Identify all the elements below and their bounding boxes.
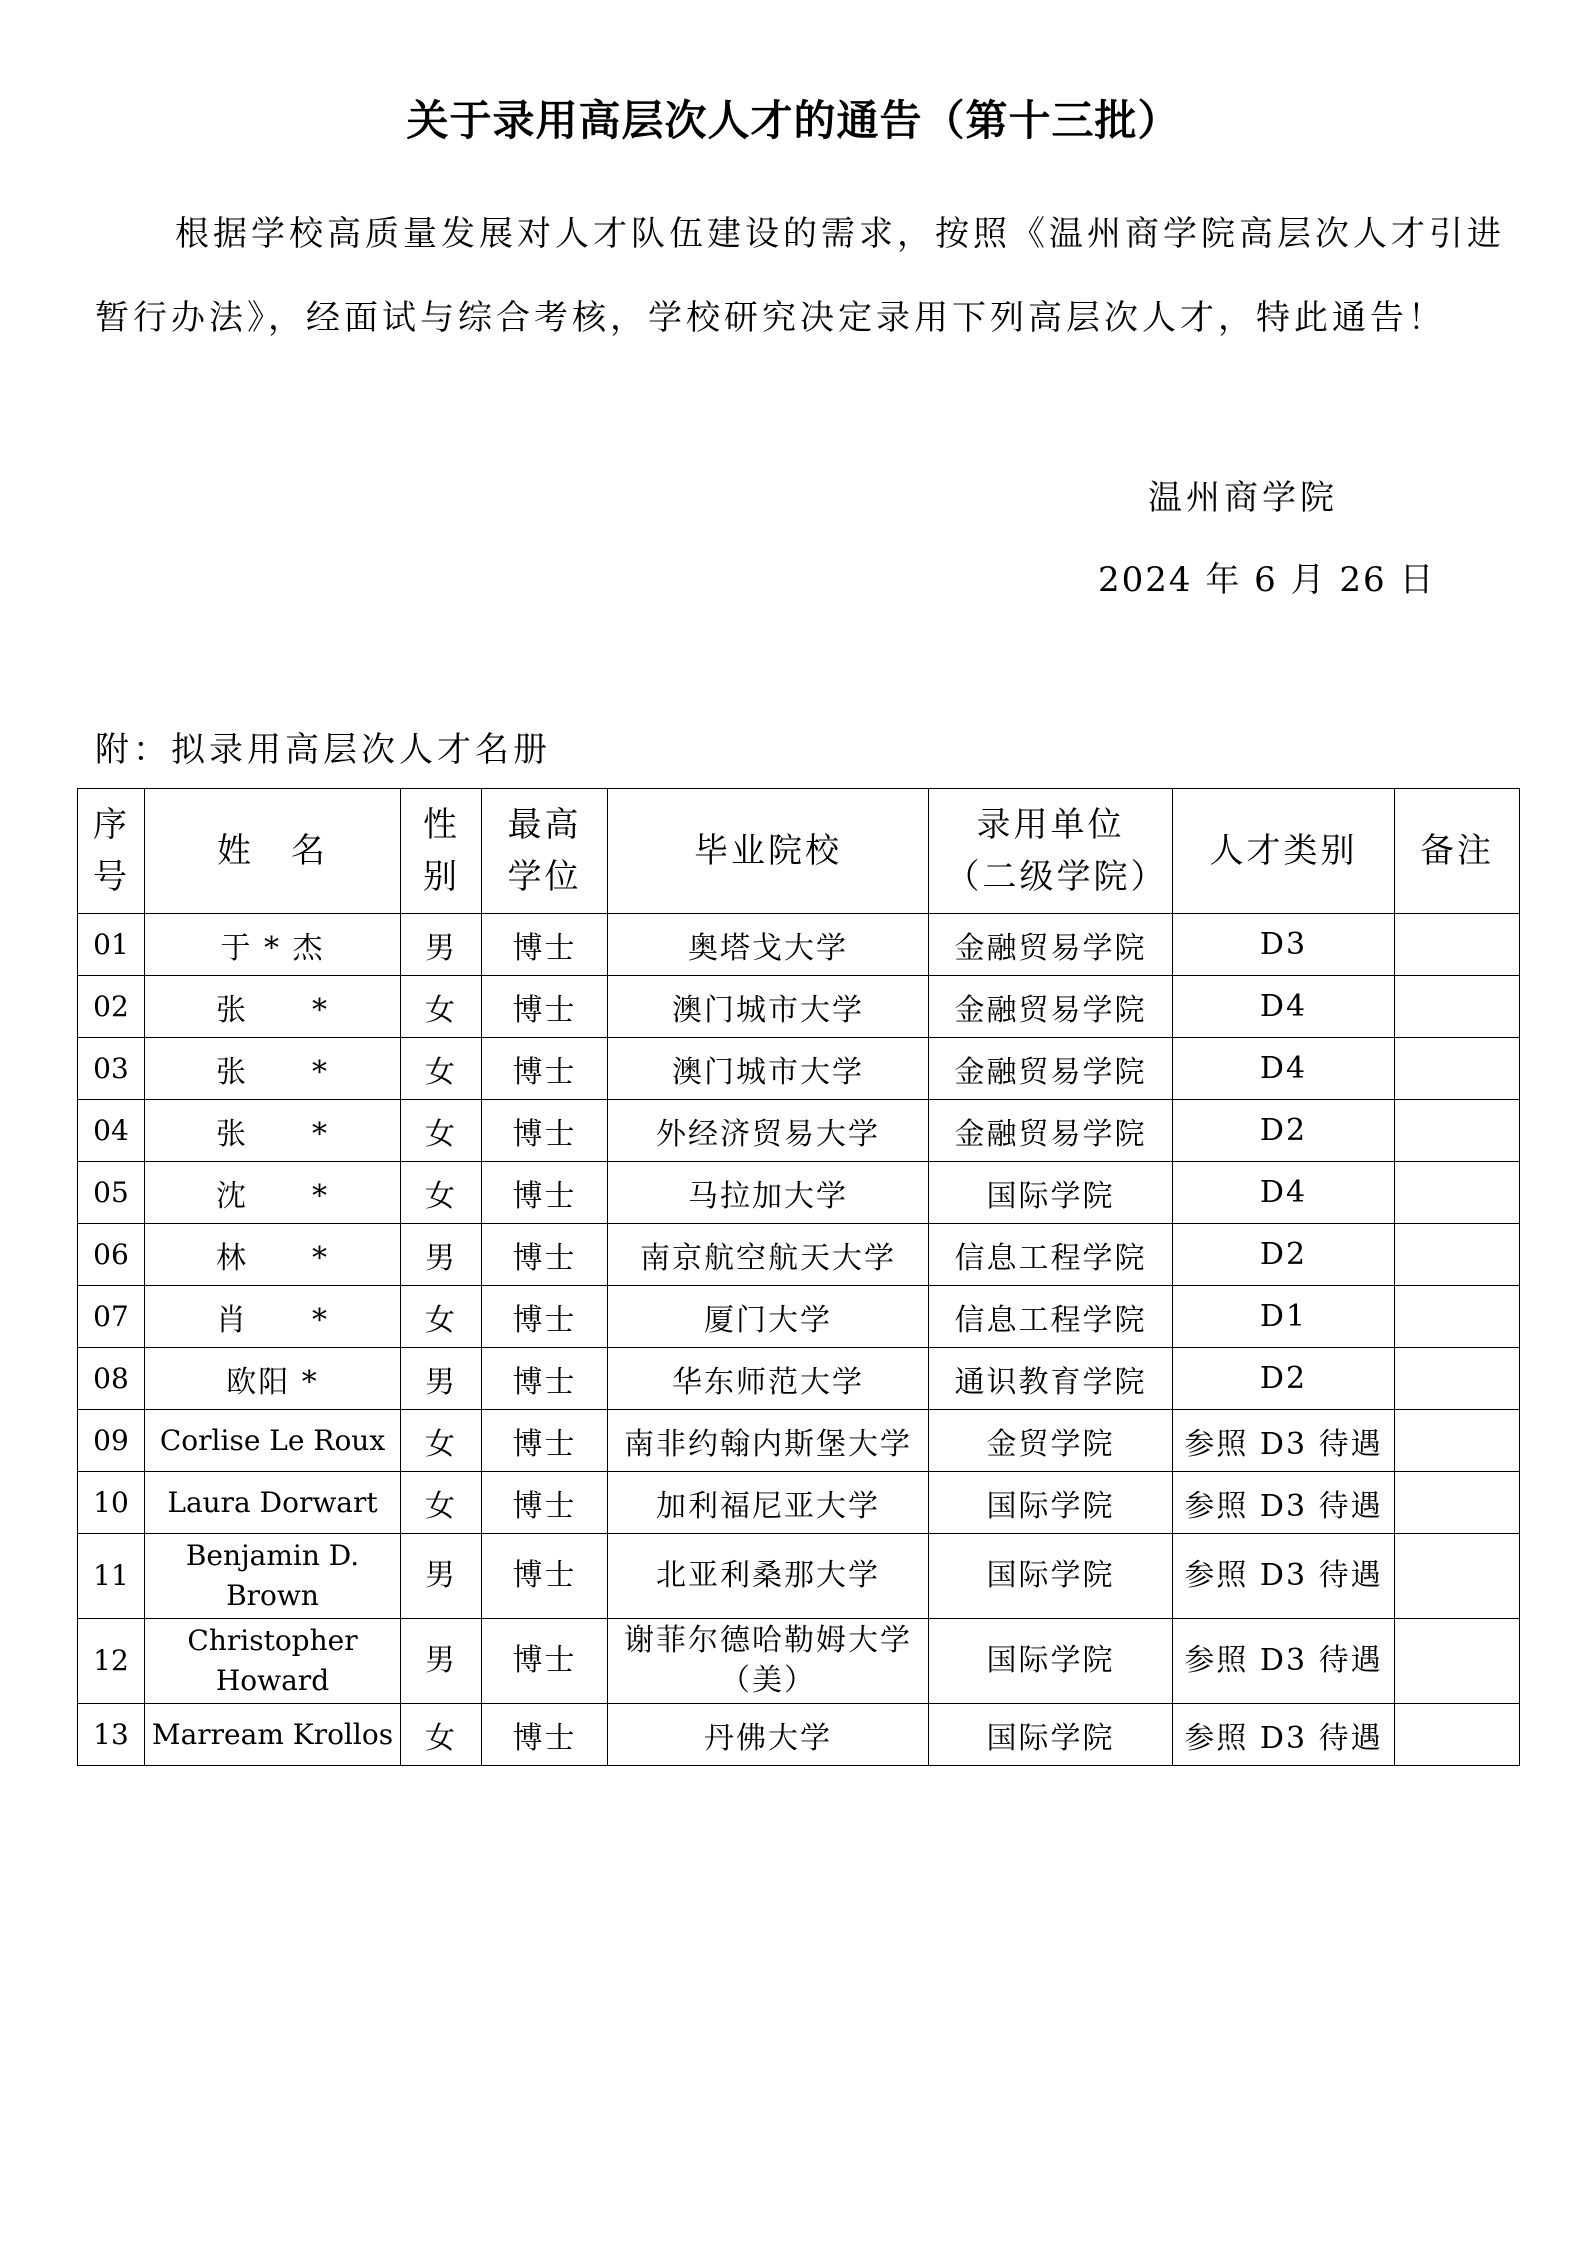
cell-no: 06 bbox=[78, 1224, 145, 1286]
cell-name: 肖 * bbox=[145, 1286, 401, 1348]
cell-no: 05 bbox=[78, 1162, 145, 1224]
cell-name: Christopher Howard bbox=[145, 1619, 401, 1704]
cell-category: D4 bbox=[1173, 976, 1395, 1038]
cell-gender: 女 bbox=[401, 1472, 482, 1534]
table-row bbox=[78, 1038, 1520, 1100]
cell-unit: 金融贸易学院 bbox=[929, 976, 1173, 1038]
cell-remark bbox=[1395, 976, 1520, 1038]
table-header-row bbox=[78, 789, 1520, 914]
table-row bbox=[78, 1100, 1520, 1162]
cell-name: 张 * bbox=[145, 976, 401, 1038]
cell-no: 11 bbox=[78, 1534, 145, 1619]
cell-school: 奥塔戈大学 bbox=[608, 914, 929, 976]
cell-no: 02 bbox=[78, 976, 145, 1038]
cell-no: 07 bbox=[78, 1286, 145, 1348]
cell-school: 华东师范大学 bbox=[608, 1348, 929, 1410]
body-paragraph: 根据学校高质量发展对人才队伍建设的需求，按照《温州商学院高层次人才引进暂行办法》，经面试与综合考核，学校研究决定录用下列高层次人才，特此通告！ bbox=[95, 214, 1505, 338]
cell-name: 张 * bbox=[145, 1100, 401, 1162]
cell-school: 丹佛大学 bbox=[608, 1704, 929, 1766]
cell-gender: 男 bbox=[401, 1534, 482, 1619]
cell-gender: 女 bbox=[401, 1704, 482, 1766]
cell-unit: 金贸学院 bbox=[929, 1410, 1173, 1472]
cell-degree: 博士 bbox=[482, 914, 608, 976]
cell-remark bbox=[1395, 1348, 1520, 1410]
cell-school: 澳门城市大学 bbox=[608, 1038, 929, 1100]
cell-unit: 国际学院 bbox=[929, 1704, 1173, 1766]
cell-degree: 博士 bbox=[482, 1472, 608, 1534]
cell-degree: 博士 bbox=[482, 976, 608, 1038]
cell-school: 谢菲尔德哈勒姆大学（美） bbox=[608, 1619, 929, 1704]
cell-degree: 博士 bbox=[482, 1410, 608, 1472]
cell-school: 马拉加大学 bbox=[608, 1162, 929, 1224]
cell-category: 参照 D3 待遇 bbox=[1173, 1534, 1395, 1619]
cell-category: D3 bbox=[1173, 914, 1395, 976]
cell-unit: 国际学院 bbox=[929, 1534, 1173, 1619]
document-title: 关于录用高层次人才的通告（第十三批） bbox=[406, 96, 1181, 145]
header-school: 毕业院校 bbox=[608, 789, 929, 914]
cell-remark bbox=[1395, 1619, 1520, 1704]
cell-unit: 信息工程学院 bbox=[929, 1286, 1173, 1348]
cell-no: 08 bbox=[78, 1348, 145, 1410]
cell-school: 加利福尼亚大学 bbox=[608, 1472, 929, 1534]
cell-no: 12 bbox=[78, 1619, 145, 1704]
cell-name: 张 * bbox=[145, 1038, 401, 1100]
cell-category: 参照 D3 待遇 bbox=[1173, 1704, 1395, 1766]
cell-name: 欧阳 * bbox=[145, 1348, 401, 1410]
cell-school: 外经济贸易大学 bbox=[608, 1100, 929, 1162]
cell-no: 04 bbox=[78, 1100, 145, 1162]
cell-degree: 博士 bbox=[482, 1348, 608, 1410]
cell-school: 南京航空航天大学 bbox=[608, 1224, 929, 1286]
cell-gender: 女 bbox=[401, 1162, 482, 1224]
cell-remark bbox=[1395, 1286, 1520, 1348]
issue-date: 2024 年 6 月 26 日 bbox=[1098, 560, 1436, 600]
table-row bbox=[78, 914, 1520, 976]
header-remark: 备注 bbox=[1395, 789, 1520, 914]
table-row bbox=[78, 1534, 1520, 1619]
cell-name: Laura Dorwart bbox=[145, 1472, 401, 1534]
cell-remark bbox=[1395, 1410, 1520, 1472]
cell-unit: 国际学院 bbox=[929, 1472, 1173, 1534]
table-row bbox=[78, 1286, 1520, 1348]
cell-degree: 博士 bbox=[482, 1286, 608, 1348]
cell-category: D2 bbox=[1173, 1100, 1395, 1162]
cell-gender: 男 bbox=[401, 1348, 482, 1410]
cell-category: 参照 D3 待遇 bbox=[1173, 1619, 1395, 1704]
cell-gender: 男 bbox=[401, 914, 482, 976]
issuer: 温州商学院 bbox=[1148, 478, 1338, 518]
cell-remark bbox=[1395, 1472, 1520, 1534]
cell-degree: 博士 bbox=[482, 1619, 608, 1704]
cell-remark bbox=[1395, 1534, 1520, 1619]
table-row bbox=[78, 1224, 1520, 1286]
cell-remark bbox=[1395, 1224, 1520, 1286]
table-row bbox=[78, 1704, 1520, 1766]
cell-remark bbox=[1395, 1162, 1520, 1224]
cell-unit: 国际学院 bbox=[929, 1162, 1173, 1224]
cell-school: 厦门大学 bbox=[608, 1286, 929, 1348]
cell-no: 01 bbox=[78, 914, 145, 976]
header-degree: 最高学位 bbox=[482, 789, 608, 914]
cell-name: 于 * 杰 bbox=[145, 914, 401, 976]
cell-gender: 女 bbox=[401, 1286, 482, 1348]
cell-unit: 金融贸易学院 bbox=[929, 1038, 1173, 1100]
cell-unit: 信息工程学院 bbox=[929, 1224, 1173, 1286]
cell-school: 北亚利桑那大学 bbox=[608, 1534, 929, 1619]
cell-degree: 博士 bbox=[482, 1162, 608, 1224]
cell-no: 09 bbox=[78, 1410, 145, 1472]
cell-gender: 女 bbox=[401, 1100, 482, 1162]
table-row bbox=[78, 1348, 1520, 1410]
cell-degree: 博士 bbox=[482, 1704, 608, 1766]
annex-title: 附：拟录用高层次人才名册 bbox=[95, 730, 551, 770]
cell-no: 13 bbox=[78, 1704, 145, 1766]
cell-degree: 博士 bbox=[482, 1224, 608, 1286]
cell-no: 03 bbox=[78, 1038, 145, 1100]
cell-school: 澳门城市大学 bbox=[608, 976, 929, 1038]
header-name: 姓 名 bbox=[145, 789, 401, 914]
cell-unit: 国际学院 bbox=[929, 1619, 1173, 1704]
cell-degree: 博士 bbox=[482, 1534, 608, 1619]
cell-gender: 男 bbox=[401, 1224, 482, 1286]
cell-category: D1 bbox=[1173, 1286, 1395, 1348]
cell-unit: 金融贸易学院 bbox=[929, 1100, 1173, 1162]
table-row bbox=[78, 1472, 1520, 1534]
cell-category: D4 bbox=[1173, 1038, 1395, 1100]
cell-no: 10 bbox=[78, 1472, 145, 1534]
cell-name: Corlise Le Roux bbox=[145, 1410, 401, 1472]
cell-school: 南非约翰内斯堡大学 bbox=[608, 1410, 929, 1472]
cell-name: 沈 * bbox=[145, 1162, 401, 1224]
header-no: 序号 bbox=[78, 789, 145, 914]
header-category: 人才类别 bbox=[1173, 789, 1395, 914]
cell-unit: 金融贸易学院 bbox=[929, 914, 1173, 976]
table-row bbox=[78, 1619, 1520, 1704]
cell-gender: 女 bbox=[401, 1038, 482, 1100]
cell-name: 林 * bbox=[145, 1224, 401, 1286]
table-row bbox=[78, 976, 1520, 1038]
cell-remark bbox=[1395, 1704, 1520, 1766]
cell-name: Benjamin D. Brown bbox=[145, 1534, 401, 1619]
cell-category: 参照 D3 待遇 bbox=[1173, 1472, 1395, 1534]
cell-remark bbox=[1395, 914, 1520, 976]
cell-name: Marream Krollos bbox=[145, 1704, 401, 1766]
cell-gender: 女 bbox=[401, 1410, 482, 1472]
cell-category: D4 bbox=[1173, 1162, 1395, 1224]
table-row bbox=[78, 1162, 1520, 1224]
header-unit: 录用单位（二级学院） bbox=[929, 789, 1173, 914]
cell-remark bbox=[1395, 1038, 1520, 1100]
cell-category: D2 bbox=[1173, 1348, 1395, 1410]
cell-gender: 女 bbox=[401, 976, 482, 1038]
cell-gender: 男 bbox=[401, 1619, 482, 1704]
cell-remark bbox=[1395, 1100, 1520, 1162]
cell-category: D2 bbox=[1173, 1224, 1395, 1286]
talent-roster-table bbox=[77, 788, 1520, 1766]
header-gender: 性别 bbox=[401, 789, 482, 914]
cell-degree: 博士 bbox=[482, 1038, 608, 1100]
table-row bbox=[78, 1410, 1520, 1472]
cell-category: 参照 D3 待遇 bbox=[1173, 1410, 1395, 1472]
cell-degree: 博士 bbox=[482, 1100, 608, 1162]
cell-unit: 通识教育学院 bbox=[929, 1348, 1173, 1410]
